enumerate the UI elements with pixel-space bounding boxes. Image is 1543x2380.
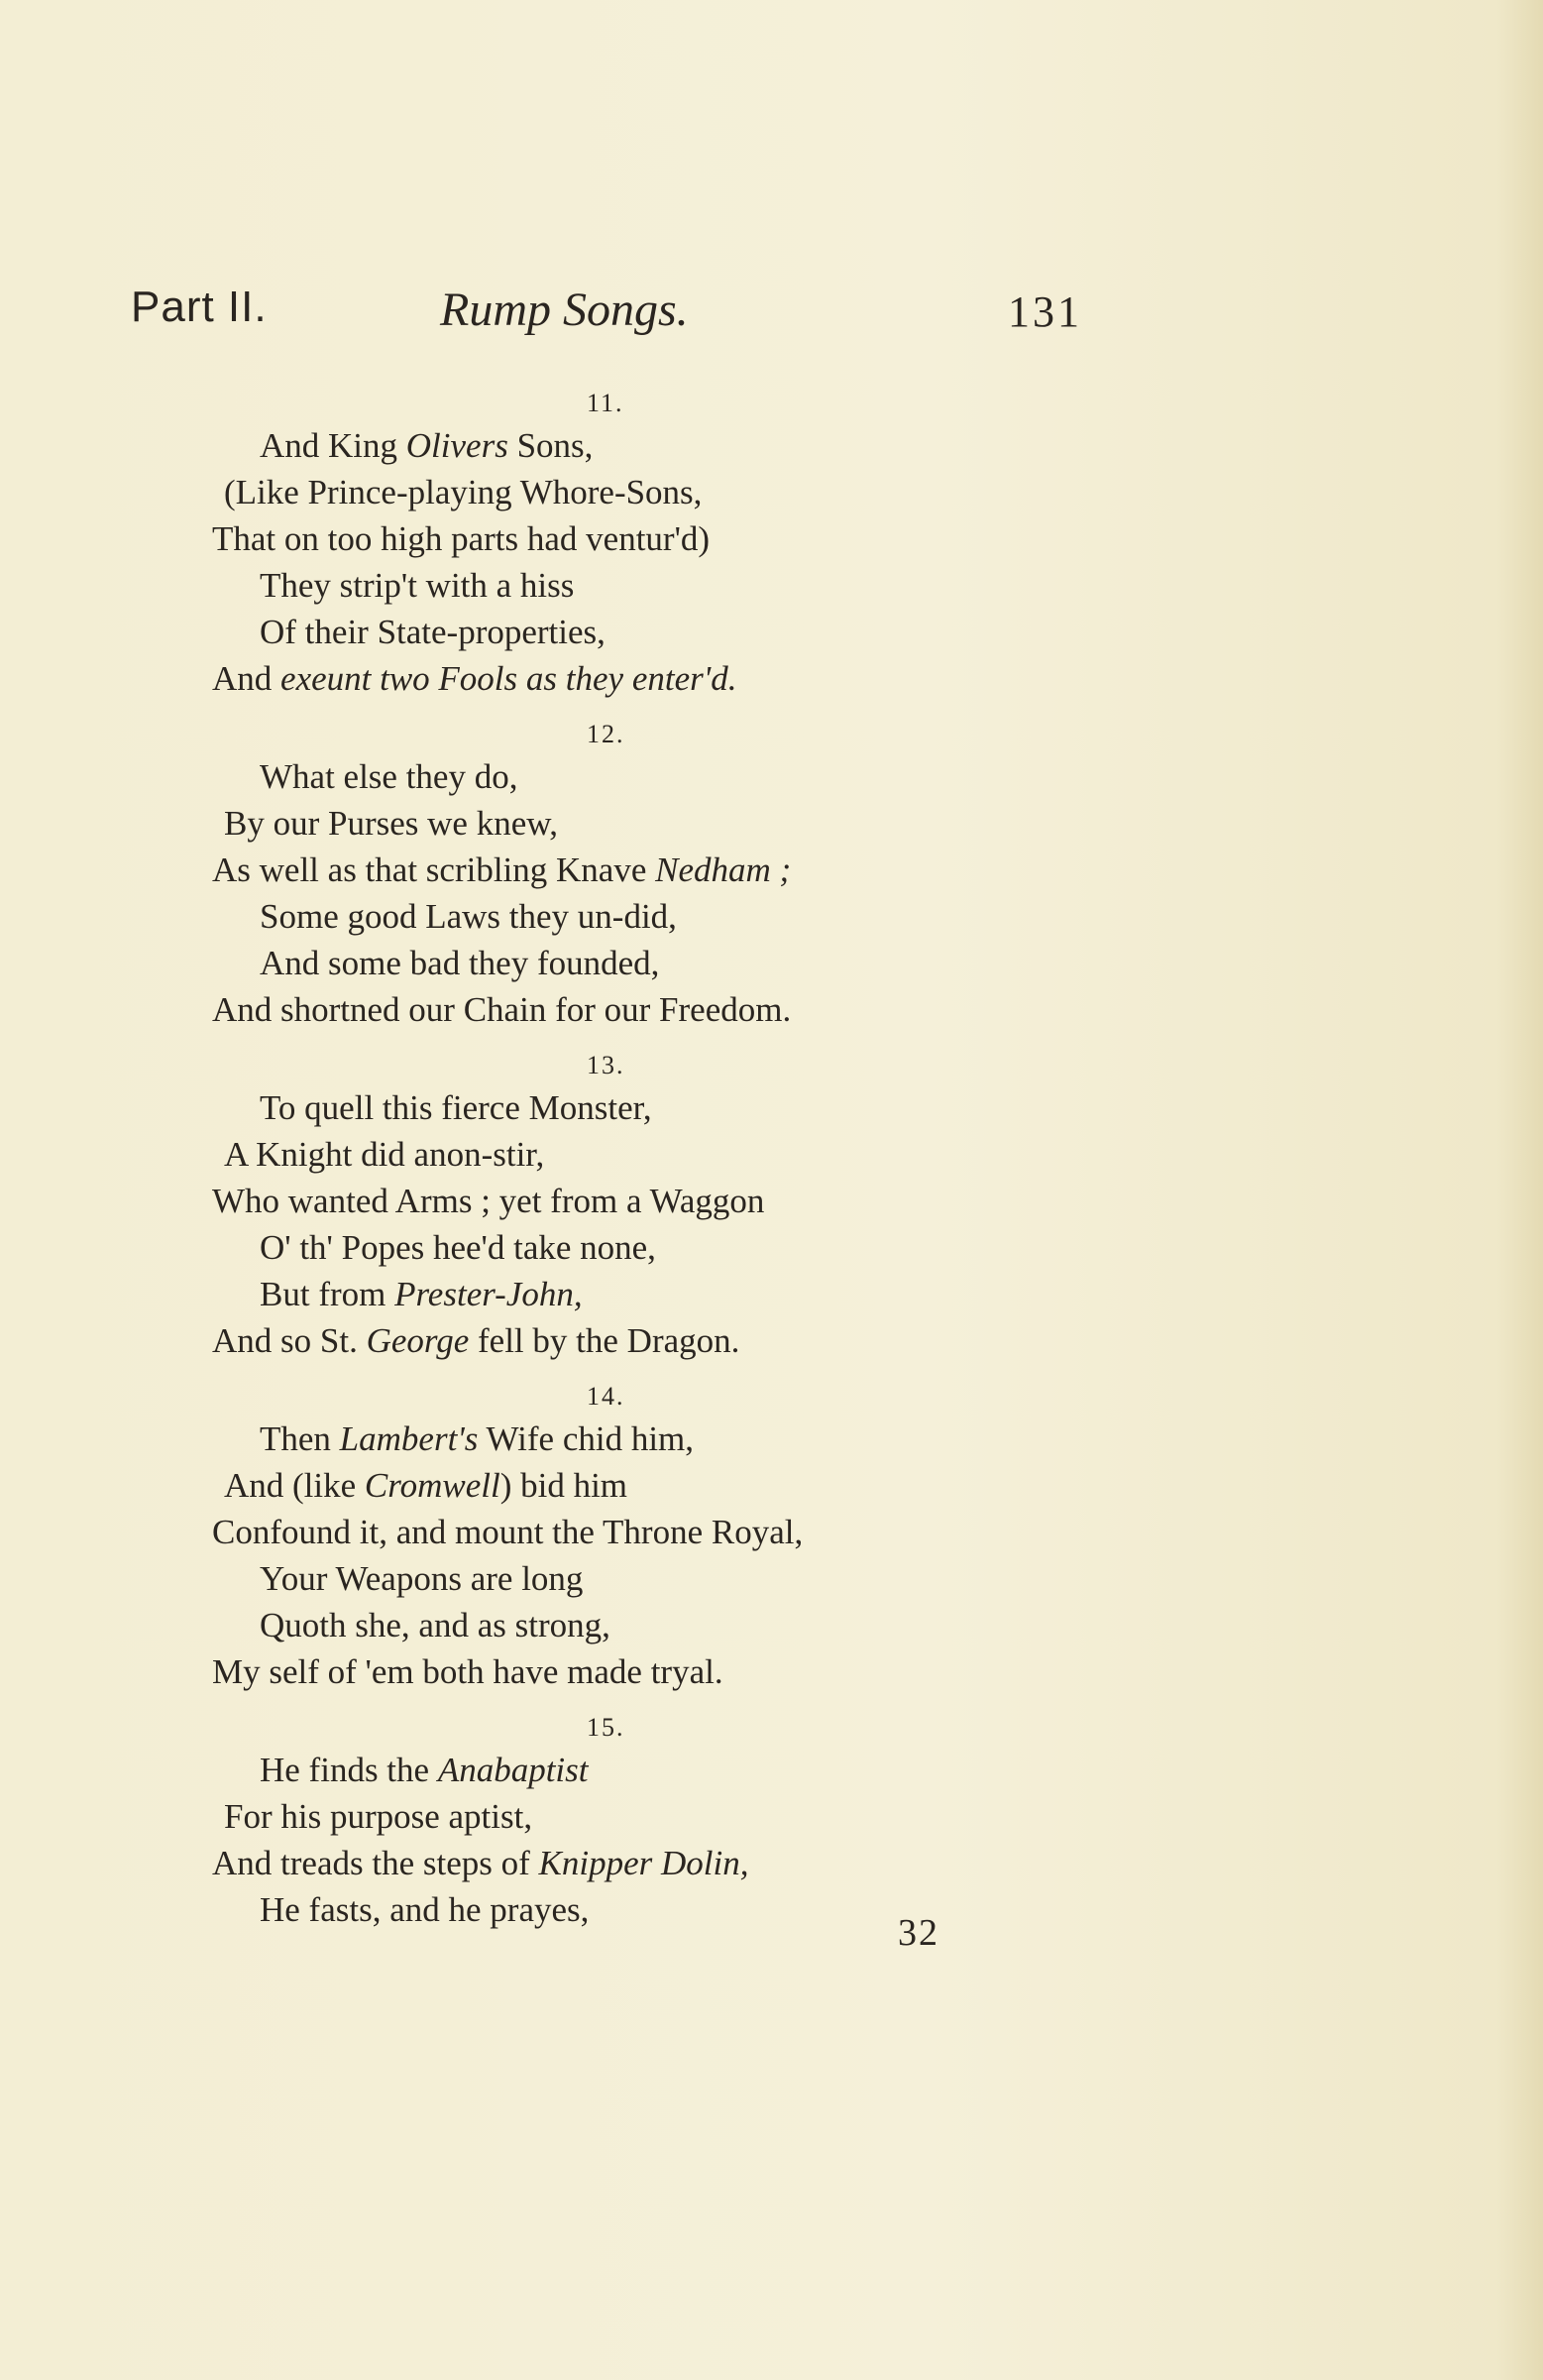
verse-line: By our Purses we knew,: [224, 804, 558, 843]
verse-line: And so St. George fell by the Dragon.: [212, 1321, 740, 1360]
stanza-number: 14.: [587, 1382, 625, 1411]
part-label: Part II.: [131, 283, 268, 331]
running-title: Rump Songs.: [440, 283, 689, 336]
stanza-number: 11.: [587, 389, 624, 417]
verse-line: As well as that scribling Knave Nedham ;: [212, 850, 792, 889]
verse-line: And shortned our Chain for our Freedom.: [212, 990, 792, 1029]
verse-line: Of their State-properties,: [260, 613, 606, 651]
verse-line: A Knight did anon-stir,: [224, 1135, 545, 1174]
verse-line: Who wanted Arms ; yet from a Waggon: [212, 1182, 765, 1220]
verse-line: And treads the steps of Knipper Dolin,: [212, 1844, 749, 1882]
stanza-number: 15.: [587, 1713, 625, 1742]
stanza-number: 13.: [587, 1051, 625, 1079]
verse-line: Then Lambert's Wife chid him,: [260, 1419, 695, 1458]
verse-line: He finds the Anabaptist: [260, 1751, 589, 1789]
verse-line: And some bad they founded,: [260, 944, 660, 982]
verse-line: For his purpose aptist,: [224, 1797, 533, 1836]
verse-line: To quell this fierce Monster,: [260, 1088, 652, 1127]
verse-line: But from Prester-John,: [260, 1275, 583, 1313]
verse-line: And (like Cromwell) bid him: [224, 1466, 628, 1505]
verse-line: Confound it, and mount the Throne Royal,: [212, 1513, 804, 1551]
verse-line: And King Olivers Sons,: [260, 426, 594, 465]
verse-line: (Like Prince-playing Whore-Sons,: [224, 473, 703, 511]
verse-line: That on too high parts had ventur'd): [212, 519, 711, 558]
page-number: 131: [1008, 287, 1082, 336]
verse-line: My self of 'em both have made tryal.: [212, 1652, 723, 1691]
verse-line: He fasts, and he prayes,: [260, 1890, 590, 1929]
verse-line: Some good Laws they un-did,: [260, 897, 677, 936]
verse-line: They strip't with a hiss: [260, 566, 575, 605]
verse-line: O' th' Popes hee'd take none,: [260, 1228, 656, 1267]
verse-line: And exeunt two Fools as they enter'd.: [212, 659, 737, 698]
running-header: [131, 283, 1082, 352]
verse-line: What else they do,: [260, 757, 518, 796]
stanza-number: 12.: [587, 720, 625, 748]
signature-mark: 32: [898, 1912, 939, 1954]
verse-line: Your Weapons are long: [260, 1559, 584, 1598]
verse-line: Quoth she, and as strong,: [260, 1606, 610, 1644]
